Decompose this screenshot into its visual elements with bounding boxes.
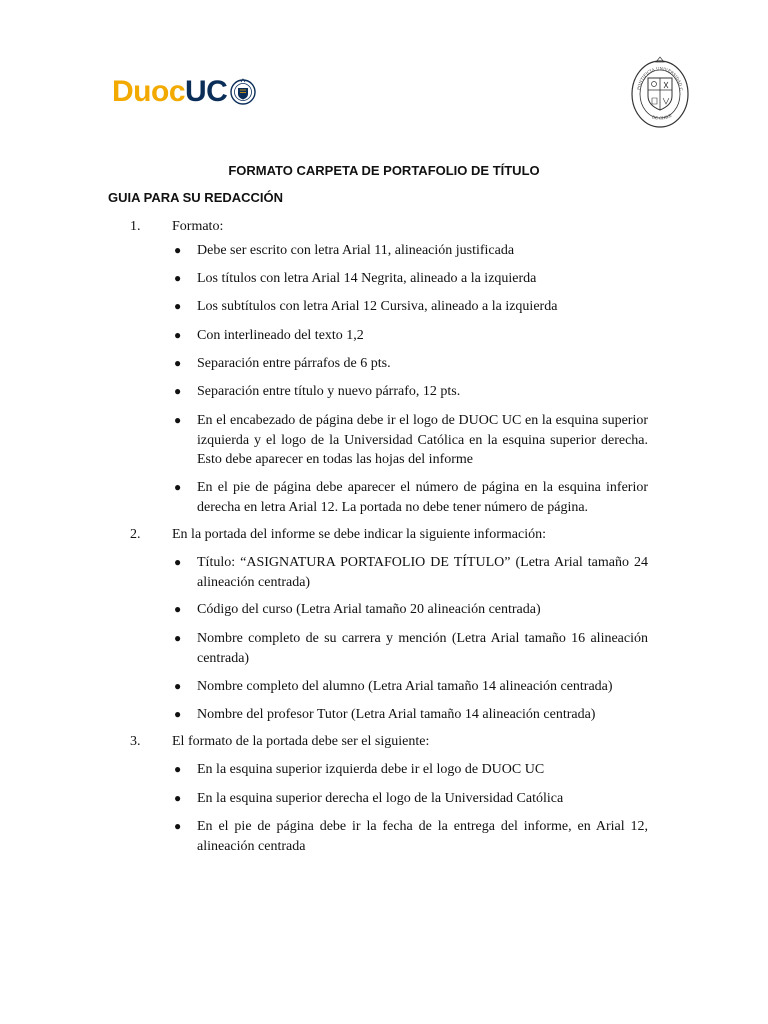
bullet-icon: ● [174, 679, 182, 693]
bullet-icon: ● [174, 555, 182, 569]
list-item: ● Con interlineado del texto 1,2 [174, 326, 648, 346]
bullet-icon: ● [174, 243, 182, 257]
bullet-icon: ● [174, 602, 182, 616]
list-item: ● Debe ser escrito con letra Arial 11, alineación justificada [174, 241, 648, 261]
logo-duoc-text: Duoc [112, 75, 185, 108]
bullet-icon: ● [174, 299, 182, 313]
section-number: 2. [130, 527, 141, 542]
list-item: ● En el pie de página debe ir la fecha de la entrega del informe, en Arial 12, alineación centrada [174, 819, 648, 854]
list-item: ● Los títulos con letra Arial 14 Negrita, alineado a la izquierda [174, 269, 648, 289]
section-number: 3. [130, 734, 141, 749]
list-item: ● Separación entre párrafos de 6 pts. [174, 354, 648, 374]
bullet-icon: ● [174, 819, 182, 833]
list-item: ● Nombre completo de su carrera y mención (Letra Arial tamaño 16 alineación centrada) [174, 631, 648, 666]
bullet-icon: ● [174, 328, 182, 342]
seal-motto-top: PONTIFICIA UNIVERSIDAD C [636, 65, 684, 91]
document-subtitle: GUIA PARA SU REDACCIÓN [108, 190, 284, 205]
list-item: ● Nombre del profesor Tutor (Letra Arial tamaño 14 alineación centrada) [174, 705, 648, 725]
bullet-icon: ● [174, 384, 182, 398]
list-item: ● Nombre completo del alumno (Letra Arial tamaño 14 alineación centrada) [174, 677, 648, 697]
bullet-icon: ● [174, 413, 182, 427]
bullet-icon: ● [174, 356, 182, 370]
bullet-icon: ● [174, 480, 182, 494]
list-item: ● En la esquina superior izquierda debe ir el logo de DUOC UC [174, 760, 648, 780]
section-heading: En la portada del informe se debe indicar la siguiente información: [172, 527, 546, 542]
section-heading: El formato de la portada debe ser el siguiente: [172, 734, 430, 749]
list-item: ● Los subtítulos con letra Arial 12 Cursiva, alineado a la izquierda [174, 297, 648, 317]
bullet-icon: ● [174, 271, 182, 285]
bullet-icon: ● [174, 631, 182, 645]
document-title: FORMATO CARPETA DE PORTAFOLIO DE TÍTULO [228, 163, 540, 178]
universidad-catolica-seal-icon [630, 54, 690, 130]
seal-motto-bottom: DE CHILE [651, 112, 673, 121]
bullet-icon: ● [174, 791, 182, 805]
list-item: ● En el pie de página debe aparecer el número de página en la esquina inferior derecha en letra Arial 12. La portada no debe tener número de página. [174, 480, 648, 515]
duoc-crest-icon [229, 76, 257, 108]
section-heading: Formato: [172, 219, 224, 234]
list-item: ● Título: “ASIGNATURA PORTAFOLIO DE TÍTULO” (Letra Arial tamaño 24 alineación centrada) [174, 555, 648, 590]
logo-uc-text: UC [185, 75, 228, 108]
bullet-icon: ● [174, 762, 182, 776]
list-item: ● Separación entre título y nuevo párrafo, 12 pts. [174, 382, 648, 402]
list-item: ● En la esquina superior derecha el logo de la Universidad Católica [174, 789, 648, 809]
bullet-icon: ● [174, 707, 182, 721]
list-item: ● En el encabezado de página debe ir el logo de DUOC UC en la esquina superior izquierda y el logo de la Universidad Católica en la esquina superior derecha. Esto debe aparecer en todas las hojas del informe [174, 413, 648, 467]
list-item: ● Código del curso (Letra Arial tamaño 20 alineación centrada) [174, 600, 648, 620]
section-number: 1. [130, 219, 141, 234]
duoc-uc-logo [112, 76, 257, 108]
